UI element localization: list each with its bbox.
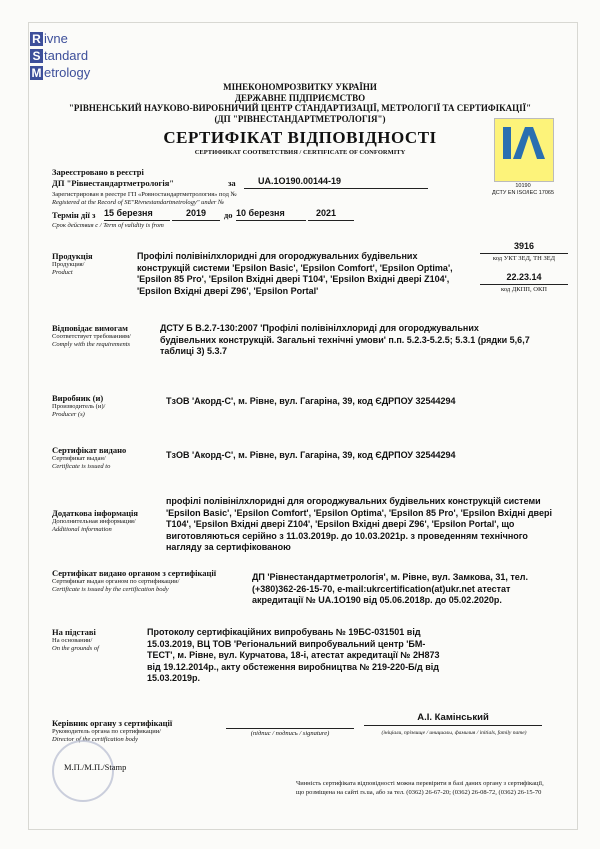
accreditation-symbol-icon bbox=[495, 119, 553, 181]
product-code-uktzed: 3916 bbox=[480, 241, 568, 254]
registration-ru: Зарегистрирован в реестре ГП «Ровностандартметрология» под № bbox=[52, 191, 237, 198]
accreditation-number: 10190 bbox=[515, 183, 531, 189]
requirements-label: Відповідає вимогам bbox=[52, 323, 128, 333]
basis-label-ru: На основании/ bbox=[52, 637, 93, 644]
certificate-title: СЕРТИФІКАТ ВІДПОВІДНОСТІ bbox=[163, 128, 437, 147]
issuer-header bbox=[60, 82, 540, 124]
enterprise-type: ДЕРЖАВНЕ ПІДПРИЄМСТВО bbox=[234, 92, 366, 103]
product-code-dkpp: 22.23.14 bbox=[480, 272, 568, 285]
term-to-year: 2021 bbox=[308, 208, 354, 221]
director-label-ru: Руководитель органа по сертификации/ bbox=[52, 728, 161, 735]
registration-za: за bbox=[228, 178, 236, 188]
logo-letter-r: R bbox=[30, 32, 43, 46]
basis-label-block bbox=[52, 627, 142, 652]
issued-to-label-ru: Сертификат выдан/ bbox=[52, 455, 106, 462]
logo-letter-m: M bbox=[31, 66, 42, 80]
logo-text-etrology: etrology bbox=[44, 65, 91, 80]
logo-text-ivne: ivne bbox=[44, 31, 68, 46]
requirements-label-en: Comply with the requirements bbox=[52, 340, 131, 348]
director-name-caption: (ініціали, прізвище / инициалы, фамилия / initials, family name) bbox=[381, 730, 527, 736]
logo-letter-s: S bbox=[30, 49, 43, 63]
director-name: А.І. Камінський bbox=[364, 712, 542, 726]
accreditation-mark bbox=[494, 118, 554, 182]
accreditation-caption bbox=[484, 183, 562, 196]
ministry-name: МІНЕКОНОМРОЗВИТКУ УКРАЇНИ bbox=[223, 82, 377, 92]
product-label-block bbox=[52, 251, 132, 276]
body-label-ru: Сертификат выдан органом по сертификации/ bbox=[52, 578, 180, 585]
basis-label-en: On the grounds of bbox=[52, 644, 99, 652]
director-label-en: Director of the certification body bbox=[52, 735, 139, 743]
term-label: Термін дії з bbox=[52, 210, 96, 220]
product-label: Продукція bbox=[52, 251, 93, 261]
signature-line bbox=[226, 722, 354, 729]
issued-to-label: Сертифікат видано bbox=[52, 445, 127, 455]
producer-label-ru: Производитель (и)/ bbox=[52, 403, 106, 410]
certificate-subtitle: СЕРТИФИКАТ СООТВЕТСТВИЯ / CERTIFICATE OF CONFORMITY bbox=[194, 149, 406, 156]
body-text: ДП 'Рівнестандартметрологія', м. Рівне, вул. Замкова, 31, тел. (+380)362-26-15-70, e-mail:ukrcertification(at)ukr.net атестат акредитації № UA.1O190 від 05.06.2018р. до 05.02.2020р. bbox=[252, 572, 528, 605]
footer-note: Чинність сертифіката відповідності можна перевірити в базі даних органу з сертифікації, що розміщена на сайті rs.ua, або за тел. (0362) 26-67-20; (0362) 26-08-72, (0362) 26-15-70 bbox=[296, 780, 544, 796]
product-code-dkpp-label: код ДКПП, ОКП bbox=[501, 286, 547, 293]
additional-label-block bbox=[52, 508, 164, 533]
registration-label-1: Зареєстровано в реєстрі bbox=[52, 167, 144, 177]
center-short-name: (ДП "РІВНЕСТАНДАРТМЕТРОЛОГІЯ") bbox=[214, 113, 386, 124]
issued-to-text: ТзОВ 'Акорд-С', м. Рівне, вул. Гагаріна, 39, код ЄДРПОУ 32544294 bbox=[166, 450, 456, 460]
requirements-text: ДСТУ Б В.2.7-130:2007 'Профілі полівінілхлориді для огороджувальних будівельних конструкцій. Загальні технічні умови' п.п. 5.2.3-5.2.5; 5.3.1 (рядки 5,6,7 таблиці 3) 5.3.7 bbox=[160, 323, 530, 356]
issued-to-label-block bbox=[52, 445, 152, 470]
product-label-en: Product bbox=[52, 268, 73, 276]
accreditation-standard: ДСТУ EN ISO/IEC 17065 bbox=[491, 189, 555, 196]
body-label-en: Certificate is issued by the certification body bbox=[52, 585, 169, 593]
term-from-year: 2019 bbox=[172, 208, 220, 221]
stamp-label: М.П./М.П./Stamp bbox=[64, 762, 127, 772]
term-sub: Срок действия с / Term of validity is from bbox=[52, 222, 164, 229]
registration-label-2: ДП "Рівнестандартметрологія" bbox=[52, 178, 175, 188]
basis-label: На підставі bbox=[52, 627, 96, 637]
issued-to-label-en: Certificate is issued to bbox=[52, 462, 111, 470]
director-label: Керівник органу з сертифікації bbox=[52, 718, 173, 728]
additional-label-en: Additional information bbox=[52, 525, 112, 533]
signature-caption: (підпис / подпись / signature) bbox=[250, 730, 330, 737]
additional-label-ru: Дополнительная информация/ bbox=[52, 518, 136, 525]
product-text: Профілі полівінілхлоридні для огороджувальних будівельних конструкцій системи 'Epsilon Basic', 'Epsilon Comfort', 'Epsilon Optima', 'Epsilon 85 Pro', 'Epsilon Вхідні двері T104', 'Epsilon Вхідні двері Z104', 'Epsilon Вхідні двері Z96', 'Epsilon Portal' bbox=[137, 251, 453, 296]
producer-label-block bbox=[52, 393, 152, 418]
additional-label: Додаткова інформація bbox=[52, 508, 138, 518]
producer-label: Виробник (и) bbox=[52, 393, 104, 403]
product-code-uktzed-label: код УКТ ЗЕД, ТН ЗЕД bbox=[492, 255, 556, 262]
basis-text: Протоколу сертифікаційних випробувань № 19БС-031501 від 15.03.2019, ВЦ ТОВ 'Регіональний випробувальний центр 'БМ-ТЕСТ', м. Рівне, вул. Курчатова, 18-і, атестат акредитації № 2Н873 від 19.12.2014р., акту обстеження виробництва № 219-220-Б/д від 15.03.2019р. bbox=[147, 627, 440, 683]
product-label-ru: Продукция/ bbox=[52, 261, 85, 268]
term-do: до bbox=[224, 210, 233, 220]
registration-number: UA.1O190.00144-19 bbox=[244, 176, 428, 189]
producer-text: ТзОВ 'Акорд-С', м. Рівне, вул. Гагаріна, 39, код ЄДРПОУ 32544294 bbox=[166, 396, 456, 406]
registration-en: Registered at the Record of SE"Rivnestandartmetrology" under № bbox=[52, 199, 225, 206]
producer-label-en: Producer (s) bbox=[52, 410, 85, 418]
organization-logo bbox=[30, 30, 90, 81]
body-label-block bbox=[52, 568, 247, 593]
logo-text-tandard: tandard bbox=[44, 48, 89, 63]
additional-text: профілі полівінілхлоридні для огороджувальних будівельних конструкцій системи 'Epsilon Basic', 'Epsilon Comfort', 'Epsilon Optima', 'Epsilon 85 Pro', 'Epsilon Вхідні двері T104', 'Epsilon Вхідні двері Z104', 'Epsilon Вхідні двері Z96', 'Epsilon Portal', що виготовляються серійно з 11.03.2019р. до 10.03.2021р. з проведенням технічного нагляду за сертифікованою bbox=[166, 496, 552, 552]
center-name: "РІВНЕНСЬКИЙ НАУКОВО-ВИРОБНИЧИЙ ЦЕНТР СТАНДАРТИЗАЦІЇ, МЕТРОЛОГІЇ ТА СЕРТИФІКАЦІЇ" bbox=[68, 103, 532, 113]
director-label-block bbox=[52, 718, 212, 743]
term-from-day: 15 березня bbox=[104, 208, 170, 221]
term-to-day: 10 березня bbox=[236, 208, 306, 221]
body-label: Сертифікат видано органом з сертифікації bbox=[52, 568, 217, 578]
requirements-label-ru: Соответствует требованиям/ bbox=[52, 333, 131, 340]
requirements-label-block bbox=[52, 323, 152, 348]
